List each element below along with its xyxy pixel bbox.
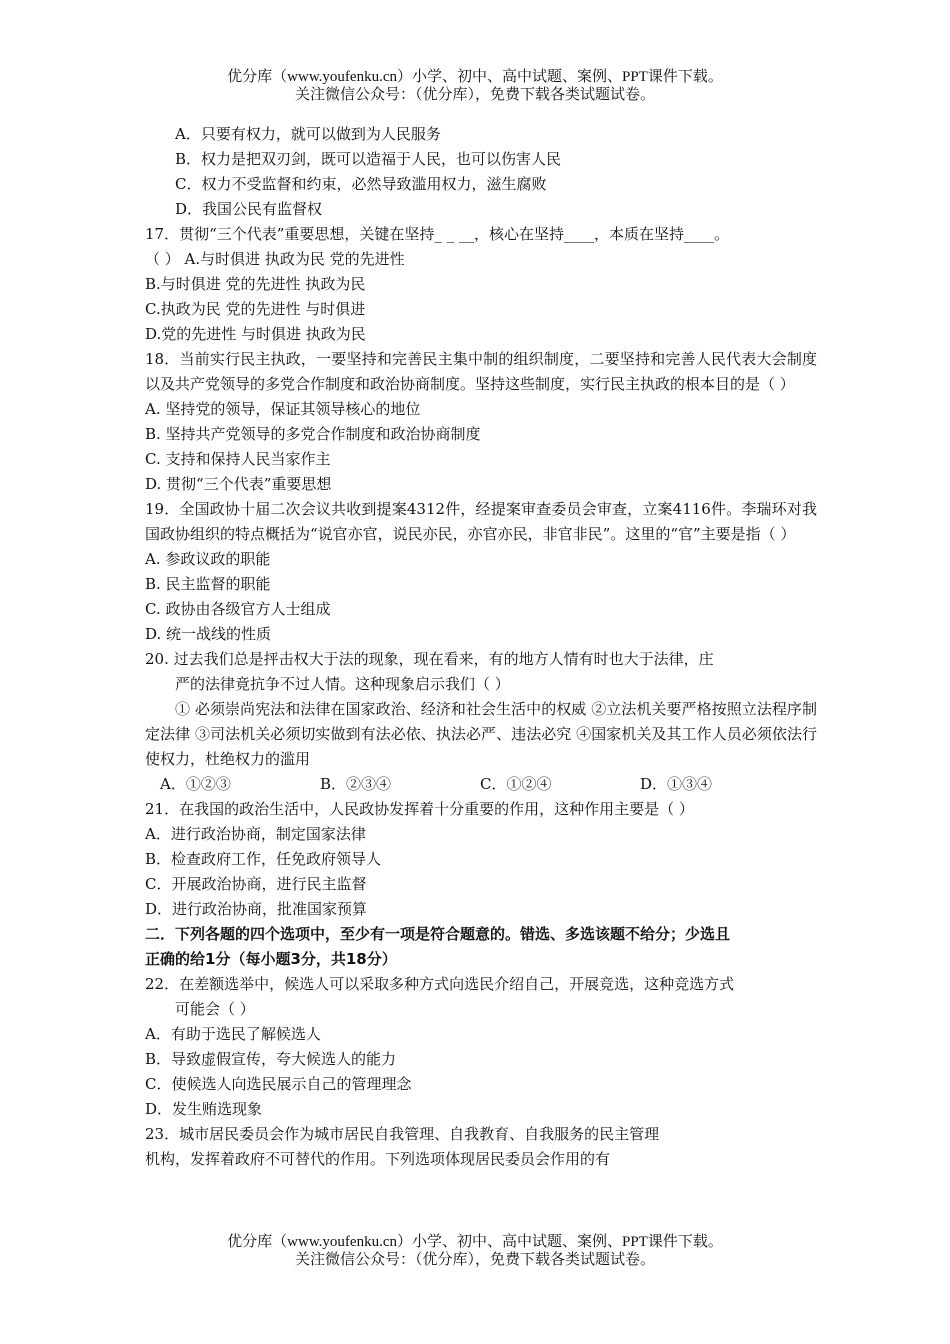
q22-option-c: C．使候选人向选民展示自己的管理理念 [145, 1075, 412, 1093]
q18-option-b: B. 坚持共产党领导的多党合作制度和政治协商制度 [145, 425, 481, 443]
q20-stem: 20. 过去我们总是抨击权大于法的现象，现在看来，有的地方人情有时也大于法律，庄 [145, 650, 714, 668]
q22-option-a: A．有助于选民了解候选人 [145, 1025, 321, 1043]
q18-option-a: A. 坚持党的领导，保证其领导核心的地位 [145, 400, 421, 418]
q19-option-a: A. 参政议政的职能 [145, 550, 271, 568]
q19-option-b: B. 民主监督的职能 [145, 575, 271, 593]
header-line-1: 优分库（www.youfenku.cn）小学、初中、高中试题、案例、PPT课件下载。 [227, 69, 723, 85]
q21-stem: 21．在我国的政治生活中，人民政协发挥着十分重要的作用，这种作用主要是（ ） [145, 800, 694, 818]
q16-option-d: D．我国公民有监督权 [175, 200, 323, 218]
q20-statements: ① 必须崇尚宪法和法律在国家政治、经济和社会生活中的权威 ②立法机关要严格按照立法程序制定法律 ③司法机关必须切实做到有法必依、执法必严、违法必究 ④国家机关及其工作人员必须依法行使权力，杜绝权力的滥用 [145, 700, 817, 768]
section-2-heading: 二．下列各题的四个选项中，至少有一项是符合题意的。错选、多选该题不给分；少选且 [145, 925, 731, 943]
q22-stem-cont: 可能会（ ） [175, 1000, 255, 1018]
q22-stem: 22．在差额选举中，候选人可以采取多种方式向选民介绍自己，开展竞选，这种竞选方式 [145, 975, 735, 993]
page-footer [0, 1233, 950, 1269]
q17-option-b: B.与时俱进 党的先进性 执政为民 [145, 275, 366, 293]
q19-stem: 19．全国政协十届二次会议共收到提案4312件，经提案审查委员会审查，立案4116件。李瑞环对我国政协组织的特点概括为“说官亦官，说民亦民，亦官亦民，非官非民”。这里的“官”主要是指（ ） [145, 500, 817, 543]
q22-option-b: B．导致虚假宣传，夸大候选人的能力 [145, 1050, 397, 1068]
q20-option-d: D．①③④ [640, 775, 713, 793]
q18-option-d: D. 贯彻“三个代表”重要思想 [145, 475, 332, 493]
document-body [145, 122, 817, 1172]
footer-line-2: 关注微信公众号：（优分库），免费下载各类试题试卷。 [294, 1252, 655, 1268]
q19-option-c: C. 政协由各级官方人士组成 [145, 600, 331, 618]
header-line-2: 关注微信公众号：（优分库），免费下载各类试题试卷。 [294, 87, 655, 103]
q20-option-c: C．①②④ [480, 775, 552, 793]
q20-option-a: A．①②③ [160, 775, 231, 793]
q21-option-c: C．开展政治协商，进行民主监督 [145, 875, 367, 893]
q21-option-a: A．进行政治协商，制定国家法律 [145, 825, 366, 843]
q16-option-c: C．权力不受监督和约束，必然导致滥用权力，滋生腐败 [175, 175, 547, 193]
q17-option-c: C.执政为民 党的先进性 与时俱进 [145, 300, 366, 318]
q18-stem: 18．当前实行民主执政，一要坚持和完善民主集中制的组织制度，二要坚持和完善人民代表大会制度以及共产党领导的多党合作制度和政治协商制度。坚持这些制度，实行民主执政的根本目的是（ ） [145, 350, 817, 393]
q21-option-d: D．进行政治协商，批准国家预算 [145, 900, 368, 918]
q21-option-b: B．检查政府工作，任免政府领导人 [145, 850, 382, 868]
q16-option-a: A．只要有权力，就可以做到为人民服务 [175, 125, 441, 143]
q20-option-b: B．②③④ [320, 775, 392, 793]
page-header [0, 68, 950, 104]
q17-option-d: D.党的先进性 与时俱进 执政为民 [145, 325, 366, 343]
q17-stem: 17．贯彻“三个代表”重要思想，关键在坚持_ _ __，核心在坚持____，本质在坚持____。 [145, 225, 729, 243]
section-2-heading-cont: 正确的给1分（每小题3分，共18分） [145, 950, 397, 968]
q17-option-a: （ ） A.与时俱进 执政为民 党的先进性 [145, 250, 405, 268]
q23-stem-cont: 机构，发挥着政府不可替代的作用。下列选项体现居民委员会作用的有 [145, 1150, 611, 1168]
footer-line-1: 优分库（www.youfenku.cn）小学、初中、高中试题、案例、PPT课件下载。 [227, 1234, 723, 1250]
q23-stem: 23．城市居民委员会作为城市居民自我管理、自我教育、自我服务的民主管理 [145, 1125, 660, 1143]
q20-stem-cont: 严的法律竟抗争不过人情。这种现象启示我们（ ） [175, 675, 510, 693]
q18-option-c: C. 支持和保持人民当家作主 [145, 450, 331, 468]
q19-option-d: D. 统一战线的性质 [145, 625, 272, 643]
q22-option-d: D．发生贿选现象 [145, 1100, 263, 1118]
q16-option-b: B．权力是把双刃剑，既可以造福于人民，也可以伤害人民 [175, 150, 562, 168]
q20-options [145, 772, 817, 797]
